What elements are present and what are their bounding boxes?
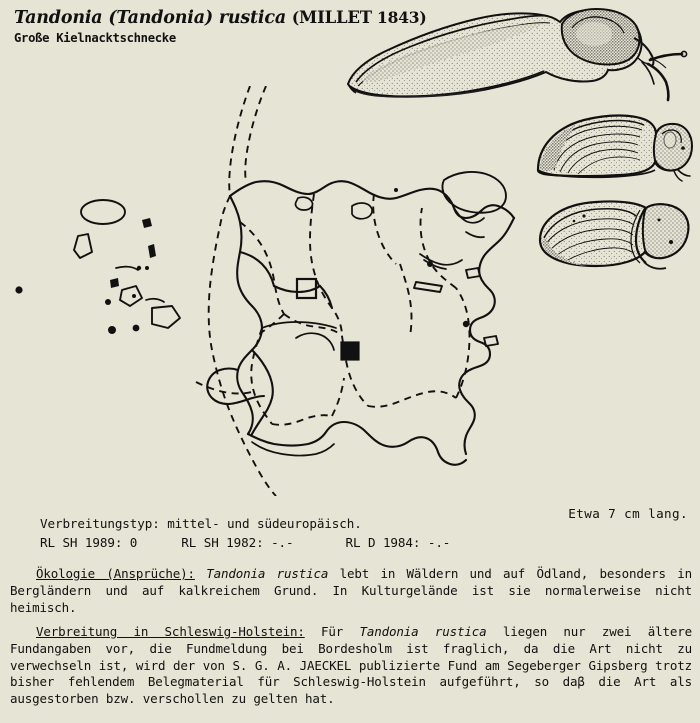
map-inlet-2 [146,299,164,302]
map-district-border-12 [196,382,252,394]
map-district-border-6 [368,391,456,407]
map-islet-2 [105,299,111,305]
rl-sh-1982-label: RL SH 1982: [181,534,264,550]
map-islet-baltic-4 [484,336,498,346]
slug-illustration-contracted-dorsal [528,190,700,282]
map-island-amrum [120,286,142,306]
map-islet-8 [145,266,149,270]
map-lake-plussee [352,203,372,219]
ecology-text: lebt in Wäldern und auf Ödland, besonders in Bergländern und auf kalkreichem Grund. In Kulturgelände ist sie normalerweise nicht heimisch. [10,566,692,615]
ecology-paragraph [10,566,692,616]
dorsal-head-section [643,204,689,258]
map-islet-baltic-1 [427,261,433,267]
map-elbe-south-bank [252,442,334,456]
distribution-text-after: liegen nur zwei ältere Fundangaben vor, die Fundmeldung bei Bordesholm ist fraglich, da die Art nicht zu verwechseln ist, wird der von S. G. A. JAECKEL publizierte Fund am Segeberger Gipsberg trotz bisher fehlendem Belegmaterial für Schleswig-Holstein aufgeführt, so daβ die Art als ausgestorben bzw. verschollen zu gelten hat. [10,624,692,706]
map-district-border-11 [332,378,344,416]
map-district-border-2 [373,194,396,264]
slug-upper-tentacle-tip [681,51,686,56]
map-marker-filled-square-segeberg[interactable] [341,342,359,360]
authority-author: MILLET [299,8,372,27]
map-islet-4 [133,325,140,332]
dorsal-spot-1 [669,240,673,244]
map-peninsula-eiderstedt [207,369,264,405]
red-list-line [40,534,450,552]
map-fjord-flensburg [454,208,484,223]
distribution-map[interactable] [0,86,520,496]
distribution-type-line [40,516,362,531]
authority-paren-open: ( [291,8,300,27]
distribution-type-value: mittel- und südeuropäisch. [167,516,362,531]
rl-d-1984-value: -.- [427,534,451,550]
map-coast-west [230,196,262,434]
map-border-south-elbe [248,422,466,465]
map-south-mainland [252,350,273,434]
distribution-heading: Verbreitung in Schleswig-Holstein: [36,624,305,639]
map-bay-eckernfoerde [466,232,484,237]
species-epithet: rustica [218,8,286,28]
map-island-helgoland [15,286,22,293]
slug-lower-tentacle [648,64,668,100]
map-islet-9 [132,294,136,298]
species-facts [40,515,450,552]
head-lobe-highlight [664,132,676,148]
map-islet-3 [108,326,116,334]
map-district-border-10 [272,415,332,425]
map-lake-wittensee [295,197,312,210]
map-island-foehr [74,234,92,258]
map-inner-coast-4 [296,333,334,350]
rl-sh-1982-value: -.- [271,534,294,550]
dorsal-tail-stub [644,262,666,269]
map-islet-baltic-2 [414,282,442,292]
head-spot [681,146,685,150]
size-note: Etwa 7 cm lang. [568,506,688,521]
map-island-sylt [81,200,125,224]
map-islet-1 [110,278,119,288]
map-boundary-west-inner [245,86,266,182]
map-islet-baltic-5 [466,268,480,278]
slug-illustration-contracted-lateral [528,104,700,194]
map-islet-6 [148,244,156,258]
dorsal-spot-4 [573,220,576,223]
contracted-tentacle-1 [678,170,690,176]
dorsal-spot-3 [582,214,585,217]
dorsal-spot-2 [658,219,661,222]
authority-year: 1843) [371,8,427,27]
map-district-border-1 [310,194,342,336]
map-boundary-west-offshore [209,86,276,496]
map-island-pellworm [152,306,180,328]
rl-d-1984-label: RL D 1984: [345,534,421,550]
map-islet-5 [142,218,152,228]
map-inlet-1 [116,267,138,270]
map-coast-east [459,218,514,454]
map-district-border-14 [400,264,412,336]
distribution-type-label: Verbreitungstyp: [40,516,160,531]
map-inner-coast-1 [240,252,274,286]
rl-sh-1989-label: RL SH 1989: [40,534,123,550]
map-district-border-8 [421,208,457,288]
map-inner-coast-3 [320,286,332,308]
distribution-species-name: Tandonia rustica [359,624,487,639]
distribution-text-before: Für [304,624,360,639]
distribution-paragraph [10,624,692,708]
genus-name: Tandonia [14,8,103,28]
slug-mantle-highlight [576,22,612,46]
common-name: Große Kielnacktschnecke [14,31,176,46]
ecology-heading: Ökologie (Ansprüche): [36,566,195,581]
ecology-species-name: Tandonia rustica [206,566,329,581]
map-islet-baltic-6 [394,188,398,192]
subgenus-name: (Tandonia) [108,8,213,28]
slug-upper-tentacle [650,54,682,60]
map-district-border-7 [456,288,470,398]
rl-sh-1989-value: 0 [129,534,138,550]
